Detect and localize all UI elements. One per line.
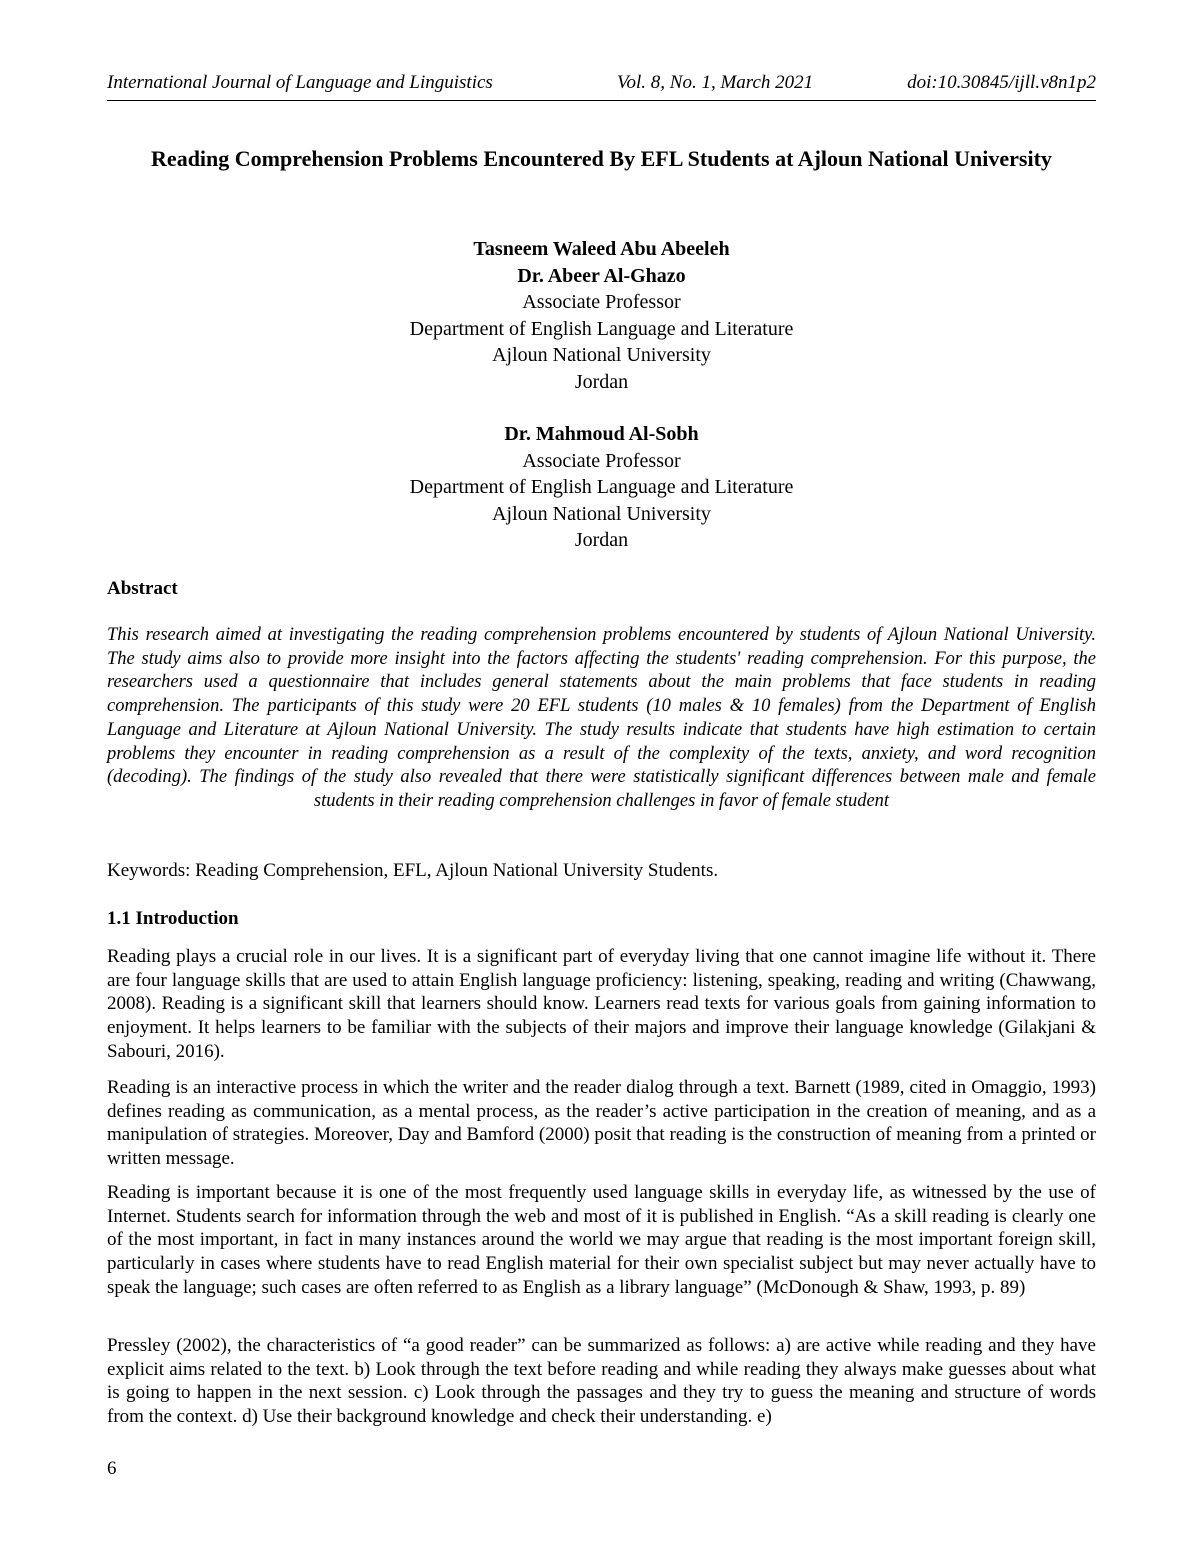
section-heading-introduction: 1.1 Introduction: [107, 908, 239, 929]
doi: doi:10.30845/ijll.v8n1p2: [907, 72, 1096, 93]
author-university: Ajloun National University: [492, 502, 711, 525]
author-block-2: [107, 421, 1096, 554]
author-position: Associate Professor: [522, 291, 681, 313]
body-paragraph: Reading is important because it is one of the most frequently used language skills in everyday life, as witnessed by the use of Internet. Students search for information through the web and most of it is published in English. “As a skill reading is clearly one of the most important, in fact in many instances around the world we may argue that reading is the most important foreign skill, particularly in cases where students have to read English material for their own specialist subject but may never actually have to speak the language; such cases are often referred to as English as a library language” (McDonough & Shaw, 1993, p. 89): [107, 1182, 1096, 1298]
author-country: Jordan: [574, 370, 629, 393]
author-block-1: [107, 236, 1096, 395]
journal-name: International Journal of Language and Linguistics: [107, 72, 493, 93]
author-name: Dr. Mahmoud Al-Sobh: [504, 423, 699, 445]
author-position: Associate Professor: [522, 449, 681, 472]
body-paragraph: Pressley (2002), the characteristics of “a good reader” can be summarized as follows: a) are active while reading and they have explicit aims related to the text. b) Look through the text before reading and while reading they always make guesses about what is going to happen in the next session. c) Look through the passages and they try to guess the meaning and structure of words from the context. d) Use their background knowledge and check their understanding. e): [107, 1335, 1096, 1428]
running-header: [107, 70, 1096, 101]
author-name: Dr. Abeer Al-Ghazo: [517, 264, 686, 287]
keywords: Keywords: Reading Comprehension, EFL, Ajloun National University Students.: [107, 860, 719, 881]
author-name: Tasneem Waleed Abu Abeeleh: [473, 238, 730, 260]
body-paragraph: Reading plays a crucial role in our lives. It is a significant part of everyday living that one cannot imagine life without it. There are four language skills that are used to attain English language proficiency: listening, speaking, reading and writing (Chawwang, 2008). Reading is a significant skill that learners should know. Learners read texts for various goals from gaining information to enjoyment. It helps learners to be familiar with the subjects of their majors and improve their language knowledge (Gilakjani & Sabouri, 2016).: [107, 946, 1096, 1062]
author-department: Department of English Language and Literature: [409, 317, 794, 340]
author-university: Ajloun National University: [492, 344, 711, 366]
author-department: Department of English Language and Literature: [409, 476, 794, 498]
body-paragraph: Reading is an interactive process in which the writer and the reader dialog through a text. Barnett (1989, cited in Omaggio, 1993) defines reading as communication, as a mental process, as the reader’s active participation in the creation of meaning, and as a manipulation of strategies. Moreover, Day and Bamford (2000) posit that reading is the construction of meaning from a printed or written message.: [107, 1077, 1096, 1170]
abstract-heading: Abstract: [107, 578, 178, 599]
volume-info: Vol. 8, No. 1, March 2021: [617, 72, 814, 93]
author-country: Jordan: [574, 529, 629, 551]
paper-title: Reading Comprehension Problems Encountered By EFL Students at Ajloun National University: [151, 146, 1052, 171]
abstract-text: This research aimed at investigating the reading comprehension problems encountered by students of Ajloun National University. The study aims also to provide more insight into the factors affecting the students' reading comprehension. For this purpose, the researchers used a questionnaire that includes general statements about the main problems that face students in reading comprehension. The participants of this study were 20 EFL students (10 males & 10 females) from the Department of English Language and Literature at Ajloun National University. The study results indicate that students have high estimation to certain problems they encounter in reading comprehension as a result of the complexity of the texts, anxiety, and word recognition (decoding). The findings of the study also revealed that there were statistically significant differences between male and female students in their reading comprehension challenges in favor of female student: [107, 625, 1096, 811]
page-number: 6: [107, 1458, 117, 1479]
